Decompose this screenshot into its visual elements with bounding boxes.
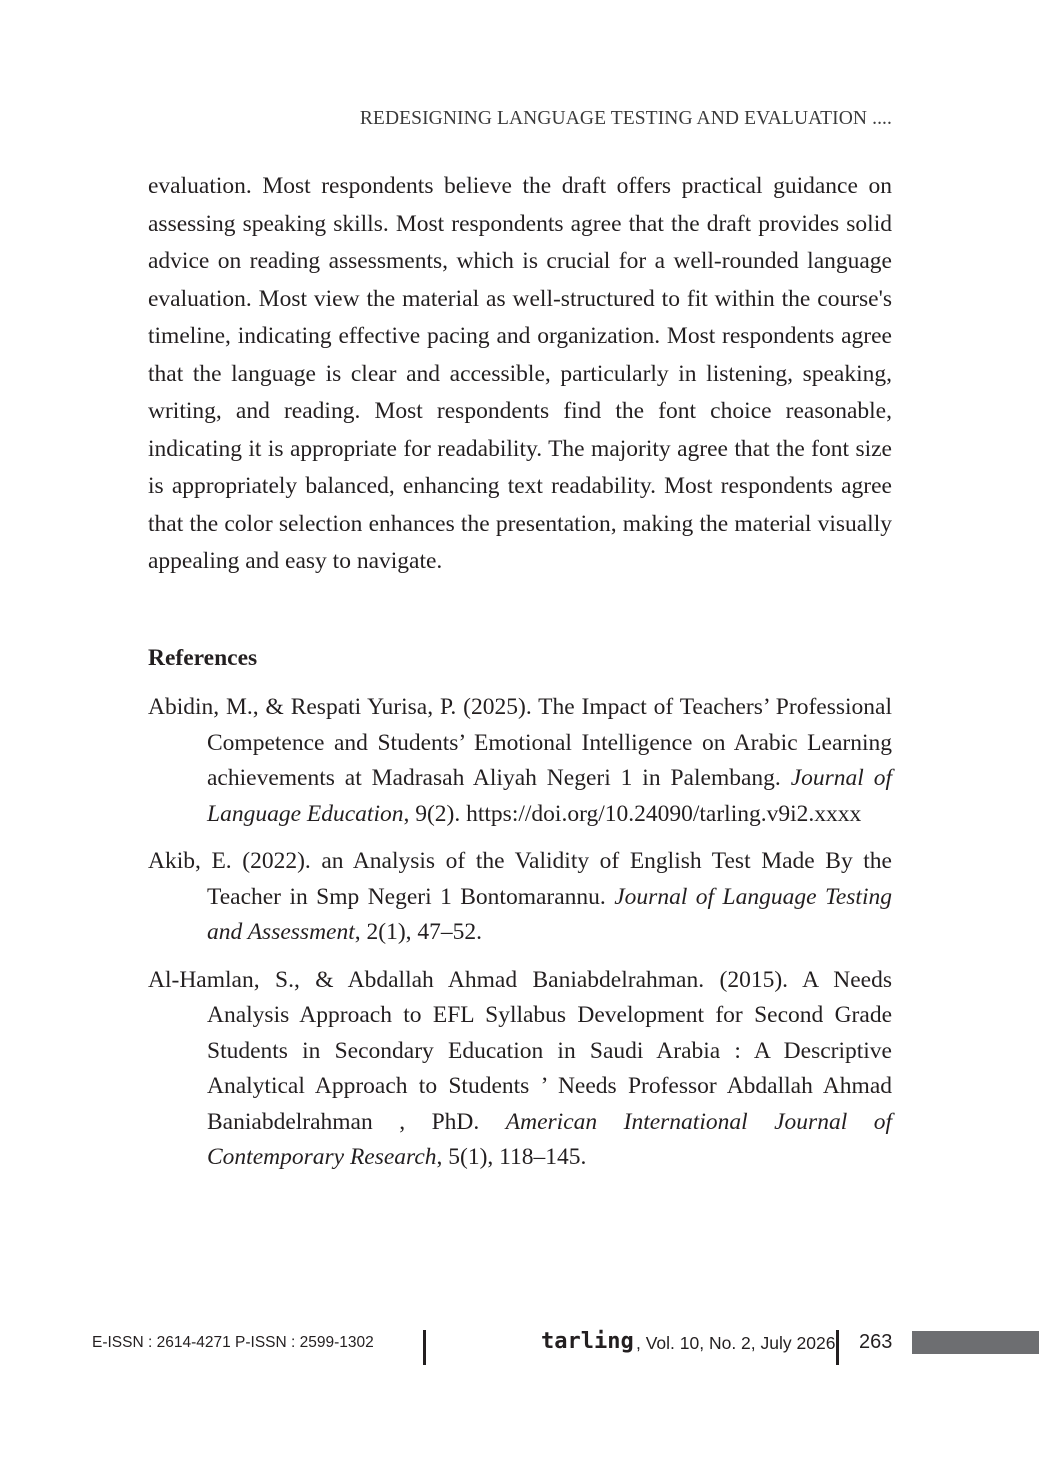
reference-details: , 2(1), 47–52. xyxy=(354,919,483,945)
journal-logo: tarling xyxy=(541,1329,634,1354)
reference-item-abidin xyxy=(148,690,892,832)
reference-list xyxy=(148,690,892,1188)
page-number: 263 xyxy=(859,1331,893,1353)
references-heading: References xyxy=(148,645,258,671)
reference-source: American International Journal of Contemporary Research xyxy=(207,1108,893,1170)
reference-text: Al-Hamlan, S., & Abdallah Ahmad Baniabdelrahman. (2015). A Needs Analysis Approach to EFL Syllabus Development for Second Grade Students in Secondary Education in Saudi Arabia : A Descriptive Analytical Approach to Students ’ Needs Professor Abdallah Ahmad Baniabdelrahman , PhD. xyxy=(148,966,892,1135)
page-footer xyxy=(0,1326,1039,1370)
running-header: REDESIGNING LANGUAGE TESTING AND EVALUATION .... xyxy=(359,108,892,129)
footer-bar xyxy=(912,1331,1039,1354)
reference-details: , 9(2). https://doi.org/10.24090/tarling.v9i2.xxxx xyxy=(403,800,862,827)
footer-divider xyxy=(836,1330,839,1365)
reference-item-al-hamlan xyxy=(148,963,892,1176)
reference-source: Journal of Language Education xyxy=(207,765,892,827)
reference-text: Abidin, M., & Respati Yurisa, P. (2025). The Impact of Teachers’ Professional Competence and Students’ Emotional Intelligence on Arabic Learning achievements at Madrasah Aliyah Negeri 1 in Palembang. xyxy=(148,694,892,791)
reference-item-akib xyxy=(148,844,892,951)
volume-info: , Vol. 10, No. 2, July 2026 xyxy=(636,1333,836,1353)
reference-text: Akib, E. (2022). an Analysis of the Validity of English Test Made By the Teacher in Smp Negeri 1 Bontomarannu. xyxy=(148,848,892,910)
footer-divider xyxy=(423,1330,426,1365)
issn-text: E-ISSN : 2614-4271 P-ISSN : 2599-1302 xyxy=(92,1334,374,1351)
body-paragraph: evaluation. Most respondents believe the draft offers practical guidance on assessing speaking skills. Most respondents agree that the draft provides solid advice on reading assessments, which is crucial for a well-rounded language evaluation. Most view the material as well-structured to fit within the course's timeline, indicating effective pacing and organization. Most respondents agree that the language is clear and accessible, particularly in listening, speaking, writing, and reading. Most respondents find the font choice reasonable, indicating it is appropriate for readability. The majority agree that the font size is appropriately balanced, enhancing text readability. Most respondents agree that the color selection enhances the presentation, making the material visually appealing and easy to navigate. xyxy=(148,173,892,574)
reference-source: Journal of Language Testing and Assessment xyxy=(207,883,892,945)
reference-details: , 5(1), 118–145. xyxy=(436,1144,587,1170)
